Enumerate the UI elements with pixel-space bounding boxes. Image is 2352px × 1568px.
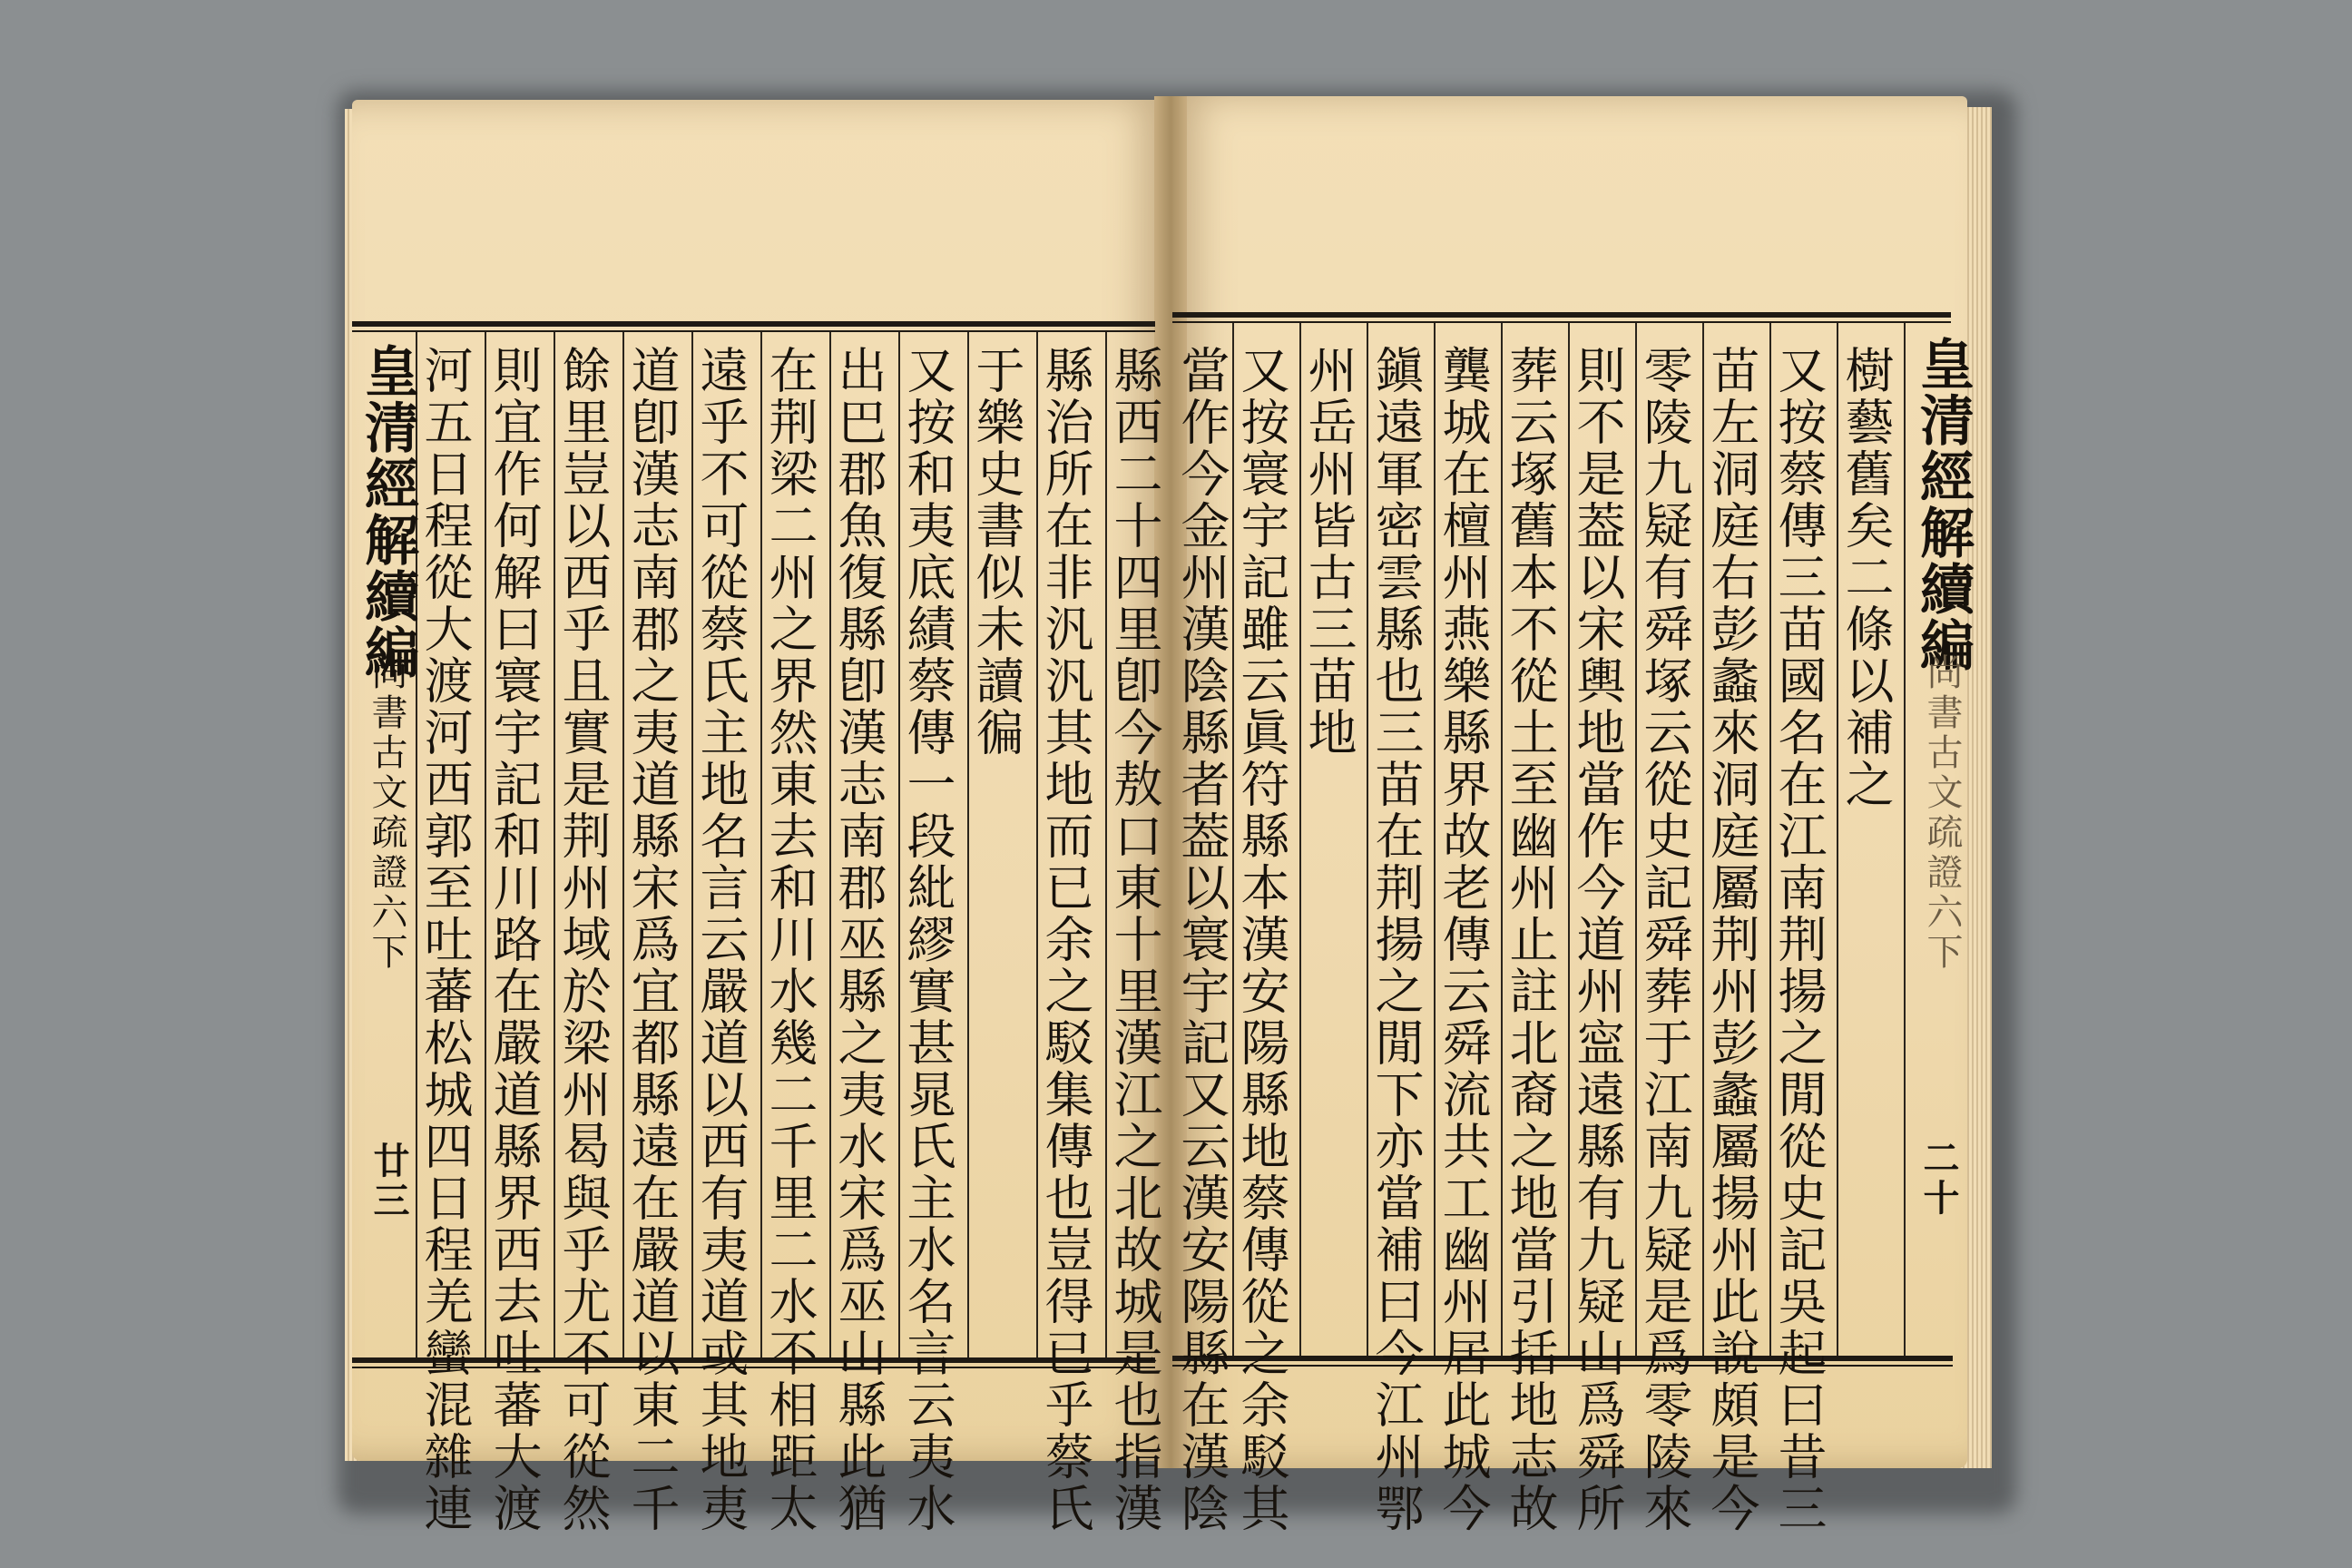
- text-column: 鎭遠軍密雲縣也三苗在荆揚之閒下亦當補曰今江州鄂: [1367, 345, 1425, 1534]
- text-column: 則不是葢以宋輿地當作今道州寍遠縣有九疑山爲舜所: [1569, 345, 1626, 1534]
- left-top-rule: [352, 321, 1155, 327]
- text-column: 縣西二十四里卽今敖口東十里漢江之北故城是也指漢: [1106, 345, 1163, 1534]
- text-column: 當作今金州漢陰縣者葢以寰宇記又云漢安陽縣在漢陰: [1173, 345, 1230, 1534]
- text-column: 零陵九疑有舜塚云從史記舜葬于江南九疑是爲零陵來: [1636, 345, 1693, 1534]
- right-banner-title: 皇清經解續編: [1911, 336, 1975, 673]
- text-column: 又按寰宇記雖云眞符縣本漢安陽縣地蔡傳從之余駁其: [1233, 345, 1290, 1534]
- text-column: 遠乎不可從蔡氏主地名言云嚴道以西有夷道或其地夷: [692, 345, 750, 1534]
- text-column: 樹藝舊矣二條以補之: [1838, 345, 1895, 810]
- text-column: 又按和夷底績蔡傳一段紕繆實甚晁氏主水名言云夷水: [899, 345, 956, 1534]
- text-column: 道卽漢志南郡之夷道縣宋爲宜都縣遠在嚴道以東二千: [623, 345, 681, 1534]
- text-column: 又按蔡傳三苗國名在江南荆揚之閒從史記吳起曰昔三: [1770, 345, 1828, 1534]
- text-column: 縣治所在非汎汎其地而已余之駁集傳也豈得已乎蔡氏: [1037, 345, 1094, 1534]
- text-column: 葬云塚舊本不從土至幽州止註北裔之地當引括地志故: [1502, 345, 1559, 1534]
- right-banner-subtitle: 尚書古文疏證六下: [1921, 653, 1963, 973]
- right-folio: 二十: [1917, 1139, 1960, 1219]
- left-top-rule-thin: [352, 330, 1155, 332]
- text-column: 龔城在檀州燕樂縣界故老傳云舜流共工幽州居此城今: [1435, 345, 1492, 1534]
- text-column: 苗左洞庭右彭蠡來洞庭屬荆州彭蠡屬揚州此說頗是今: [1703, 345, 1760, 1534]
- text-column: 州岳州皆古三苗地: [1300, 345, 1357, 759]
- text-column: 則宜作何解曰寰宇記和川路在嚴道縣界西去吐蕃大渡: [485, 345, 543, 1534]
- text-column: 出巴郡魚復縣卽漢志南郡巫縣之夷水宋爲巫山縣此猶: [830, 345, 887, 1534]
- right-top-rule-thin: [1172, 321, 1951, 323]
- text-column: 在荆梁二州之界然東去和川水幾二千里二水不相距太: [761, 345, 818, 1534]
- text-column: 于樂史書似未讀徧: [968, 345, 1025, 759]
- text-column: 餘里豈以西乎且實是荆州域於梁州曷與乎尤不可從然: [554, 345, 612, 1534]
- left-banner-subtitle: 尚書古文疏證六下: [366, 653, 407, 973]
- left-folio: 廿三: [368, 1142, 410, 1221]
- right-top-rule: [1172, 312, 1951, 318]
- left-banner-title: 皇清經解續編: [356, 343, 419, 681]
- text-column: 河五日程從大渡河西郭至吐蕃松城四日程羌蠻混雜連: [416, 345, 474, 1534]
